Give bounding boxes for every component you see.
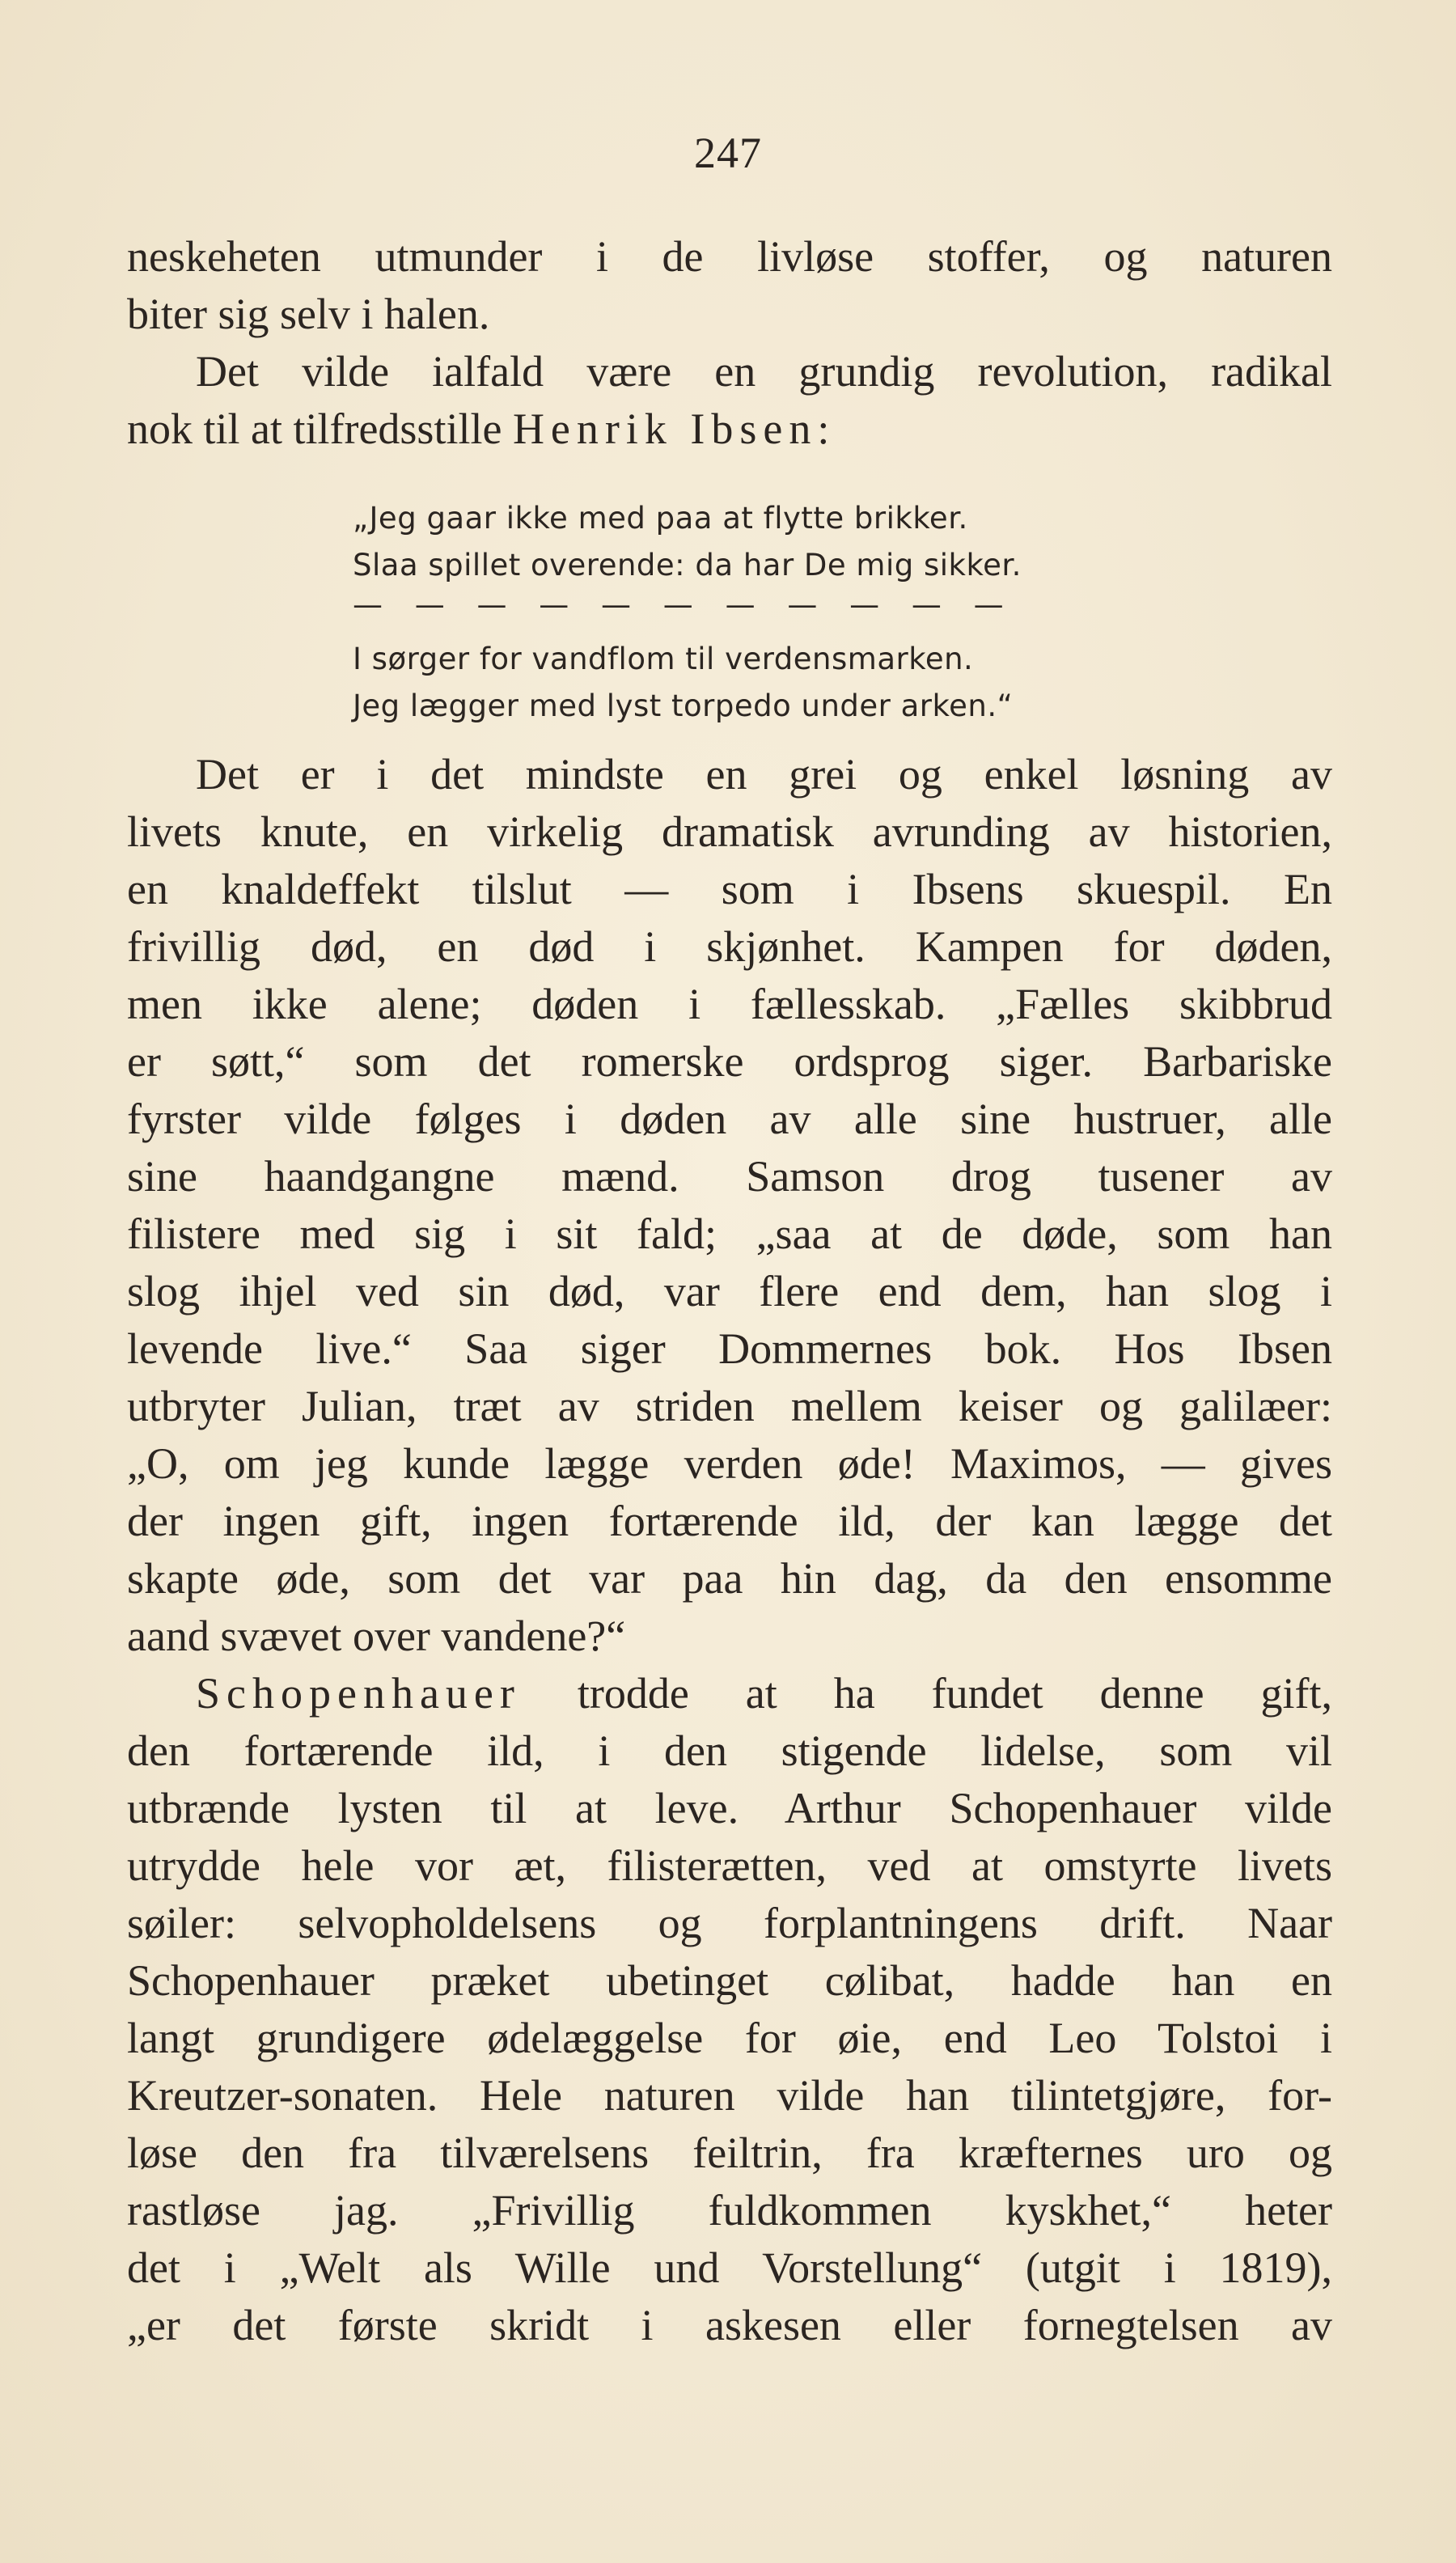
verse-line: Slaa spillet overende: da har De mig sikker. <box>353 548 1022 582</box>
text-line: levende live.“ Saa siger Dommernes bok. Hos Ibsen <box>127 1324 1332 1373</box>
text-line: biter sig selv i halen. <box>127 290 490 338</box>
text-line: langt grundigere ødelæggelse for øie, end Leo Tolstoi i <box>127 2014 1332 2062</box>
text-line: Schopenhauer præket ubetinget cølibat, hadde han en <box>127 1956 1332 2005</box>
text-line: der ingen gift, ingen fortærende ild, der kan lægge det <box>127 1497 1332 1545</box>
text-line: løse den fra tilværelsens feiltrin, fra kræfternes uro og <box>127 2129 1332 2177</box>
text-line: Det er i det mindste en grei og enkel løsning av <box>196 750 1332 799</box>
text-line: er søtt,“ som det romerske ordsprog siger. Barbariske <box>127 1037 1332 1086</box>
text-line: skapte øde, som det var paa hin dag, da den ensomme <box>127 1554 1332 1603</box>
text-fragment: trodde at ha fundet denne gift, <box>577 1669 1333 1718</box>
text-line <box>127 400 1332 458</box>
paragraph-1 <box>127 228 1332 458</box>
text-line <box>127 1665 1332 1722</box>
text-line: „er det første skridt i askesen eller fornegtelsen av <box>127 2301 1332 2349</box>
text-line: frivillig død, en død i skjønhet. Kampen for døden, <box>127 922 1332 971</box>
text-line: rastløse jag. „Frivillig fuldkommen kyskhet,“ heter <box>127 2186 1332 2235</box>
text-line: søiler: selvopholdelsens og forplantningens drift. Naar <box>127 1899 1332 1947</box>
text-fragment: nok til at tilfredsstille <box>127 405 502 453</box>
text-line: den fortærende ild, i den stigende lidelse, som vil <box>127 1726 1332 1775</box>
text-line: en knaldeffekt tilslut — som i Ibsens skuespil. En <box>127 865 1332 913</box>
text-line: slog ihjel ved sin død, var flere end dem, han slog i <box>127 1267 1332 1315</box>
author-name-spaced: Schopenhauer <box>196 1669 521 1718</box>
text-line: utbryter Julian, træt av striden mellem keiser og galilæer: <box>127 1382 1332 1430</box>
text-line: neskeheten utmunder i de livløse stoffer, og naturen <box>127 232 1332 281</box>
text-line: filistere med sig i sit fald; „saa at de døde, som han <box>127 1209 1332 1258</box>
quoted-verse <box>353 495 1113 730</box>
verse-line: „Jeg gaar ikke med paa at flytte brikker. <box>353 501 968 536</box>
text-line: utbrænde lysten til at leve. Arthur Schopenhauer vilde <box>127 1784 1332 1832</box>
text-line: fyrster vilde følges i døden av alle sine hustruer, alle <box>127 1095 1332 1143</box>
text-line: utrydde hele vor æt, filisterætten, ved at omstyrte livets <box>127 1841 1332 1890</box>
text-line: men ikke alene; døden i fællesskab. „Fælles skibbrud <box>127 980 1332 1028</box>
paragraph-2 <box>127 746 1332 2354</box>
author-name-spaced: Henrik Ibsen: <box>512 405 836 453</box>
text-line: aand svævet over vandene?“ <box>127 1612 626 1660</box>
verse-line: I sørger for vandflom til verdensmarken. <box>353 642 974 676</box>
text-line: Det vilde ialfald være en grundig revolution, radikal <box>196 347 1332 396</box>
text-line: „O, om jeg kunde lægge verden øde! Maximos, — gives <box>127 1439 1332 1488</box>
verse-ellipsis-dashes: — — — — — — — — — — — <box>353 587 1015 622</box>
page-number: 247 <box>694 129 762 177</box>
verse-line: Jeg lægger med lyst torpedo under arken.“ <box>353 688 1014 723</box>
text-line: det i „Welt als Wille und Vorstellung“ (utgit i 1819), <box>127 2243 1332 2292</box>
text-line: Kreutzer-sonaten. Hele naturen vilde han tilintetgjøre, for- <box>127 2071 1332 2120</box>
text-line: sine haandgangne mænd. Samson drog tusener av <box>127 1152 1332 1201</box>
text-line: livets knute, en virkelig dramatisk avrunding av historien, <box>127 807 1332 856</box>
